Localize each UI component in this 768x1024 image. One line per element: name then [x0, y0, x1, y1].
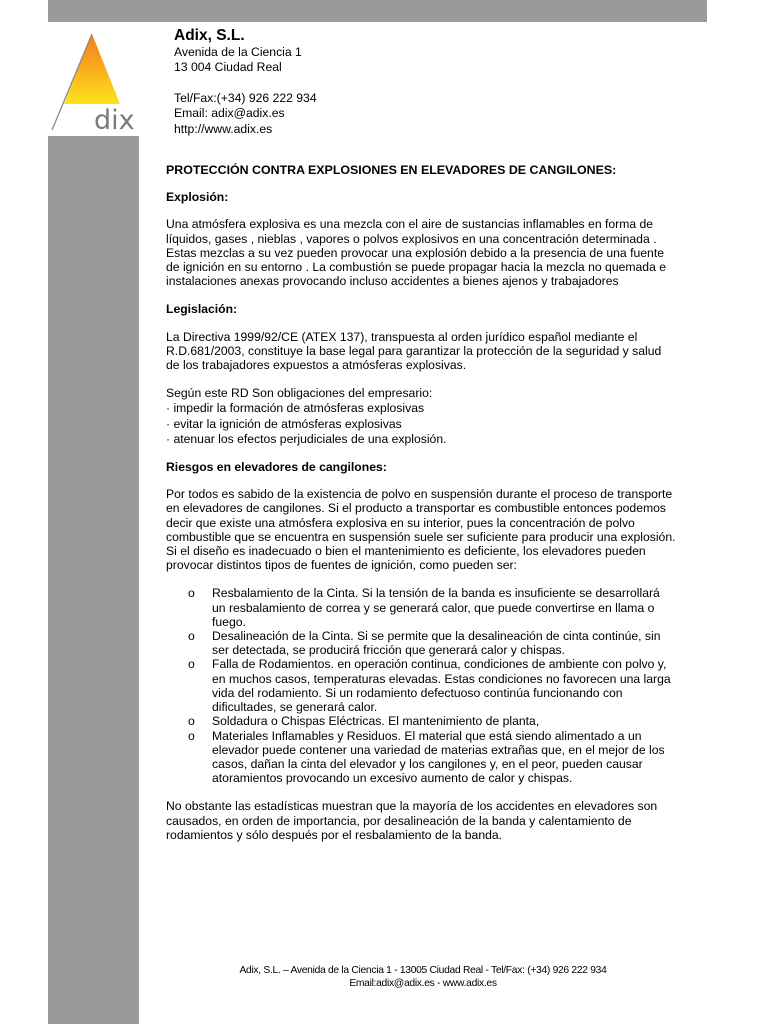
- list-item-text: Resbalamiento de la Cinta. Si la tensión de la banda es insuficiente se desarrollará un resbalamiento de correa y se generará calor, que puede convertirse en llama o fuego.: [212, 586, 660, 629]
- list-item: · evitar la ignición de atmósferas explosivas: [166, 416, 402, 431]
- list-item-text: Desalineación de la Cinta. Si se permite que la desalineación de cinta continúe, sin ser detectada, se producirá fricción que generará calor y chispas.: [212, 629, 661, 658]
- list-item: [188, 714, 676, 728]
- sidebar-bar: [48, 136, 139, 1024]
- bullet-icon: o: [188, 586, 195, 601]
- list-item: · impedir la formación de atmósferas explosivas: [166, 401, 425, 416]
- email: Email: adix@adix.es: [174, 106, 285, 121]
- bullet-icon: o: [188, 657, 195, 672]
- paragraph-legislacion: La Directiva 1999/92/CE (ATEX 137), transpuesta al orden jurídico español mediante el R.D.681/2003, constituye la base legal para garantizar la protección de la seguridad y salud de los trabajadores expuestos a atmósferas explosivas.: [166, 329, 662, 373]
- page-footer: [139, 965, 707, 990]
- footer-line-1: Adix, S.L. – Avenida de la Ciencia 1 - 13005 Ciudad Real - Tel/Fax: (+34) 926 222 934: [239, 965, 607, 976]
- list-item: [188, 729, 676, 786]
- list-item-text: Soldadura o Chispas Eléctricas. El mantenimiento de planta,: [212, 714, 540, 729]
- list-item: [188, 629, 676, 657]
- logo-text: dix: [94, 105, 135, 134]
- paragraph-riesgos-2: Si el diseño es inadecuado o bien el mantenimiento es deficiente, los elevadores pueden provocar distintos tipos de fuentes de ignición, como pueden ser:: [166, 544, 646, 573]
- heading-legislacion: Legislación:: [166, 302, 238, 317]
- bullet-icon: o: [188, 629, 195, 644]
- list-item: · atenuar los efectos perjudiciales de una explosión.: [166, 431, 447, 446]
- list-item-text: Falla de Rodamientos. en operación continua, condiciones de ambiente con polvo y, en muchos casos, temperaturas elevadas. Estas condiciones no favorecen una larga vida del rodamiento. Si un rodamiento defectuoso continúa funcionando con dificultades, se generará calor.: [212, 657, 671, 715]
- header-bar: [48, 0, 707, 22]
- obligations-list: [166, 400, 676, 446]
- list-item: [188, 586, 676, 629]
- document-body: [166, 163, 676, 856]
- list-item: [188, 657, 676, 714]
- bullet-icon: o: [188, 714, 195, 729]
- company-name: Adix, S.L.: [174, 27, 245, 44]
- document-title: PROTECCIÓN CONTRA EXPLOSIONES EN ELEVADORES DE CANGILONES:: [166, 163, 617, 177]
- heading-explosion: Explosión:: [166, 190, 229, 205]
- company-logo: [50, 30, 140, 134]
- list-item-text: Materiales Inflamables y Residuos. El material que está siendo alimentado a un elevador puede contener una variedad de materias extrañas que, en el mejor de los casos, dañan la cinta del elevador y los cangilones y, en el peor, pueden causar atoramientos provocando un excesivo aumento de calor y chispas.: [212, 728, 665, 786]
- ignition-sources-list: [166, 586, 676, 785]
- address-line-1: Avenida de la Ciencia 1: [174, 45, 302, 59]
- footer-line-2: Email:adix@adix.es - www.adix.es: [349, 977, 497, 989]
- website: http://www.adix.es: [174, 121, 273, 136]
- letterhead: [174, 26, 317, 137]
- paragraph-conclusion: No obstante las estadísticas muestran que la mayoría de los accidentes en elevadores son causados, en orden de importancia, por desalineación de la banda y calentamiento de rodamientos y sólo después por el resbalamiento de la banda.: [166, 799, 658, 842]
- spacer: [174, 76, 317, 91]
- address-line-2: 13 004 Ciudad Real: [174, 60, 282, 75]
- paragraph-riesgos-1: Por todos es sabido de la existencia de polvo en suspensión durante el proceso de transporte en elevadores de cangilones. Si el producto a transportar es combustible entonces podemos decir que existe una atmósfera explosiva en su interior, pues la concentración de polvo combustible que se encuentra en suspensión suele ser suficiente para producir una explosión.: [166, 487, 676, 544]
- bullet-icon: o: [188, 728, 195, 743]
- orange-triangle-icon: [64, 34, 120, 104]
- phone: Tel/Fax:(+34) 926 222 934: [174, 90, 317, 105]
- obligations-intro: Según este RD Son obligaciones del empresario:: [166, 386, 433, 401]
- paragraph-explosion: Una atmósfera explosiva es una mezcla con el aire de sustancias inflamables en forma de líquidos, gases , nieblas , vapores o polvos explosivos en una concentración determinada . Estas mezclas a su vez pueden provocar una explosión debido a la presencia de una fuente de ignición en su entorno . La combustión se puede propagar hacia la mezcla no quemada e instalaciones anexas provocando incluso accidentes a bienes ajenos y trabajadores: [166, 217, 667, 289]
- heading-riesgos: Riesgos en elevadores de cangilones:: [166, 460, 387, 475]
